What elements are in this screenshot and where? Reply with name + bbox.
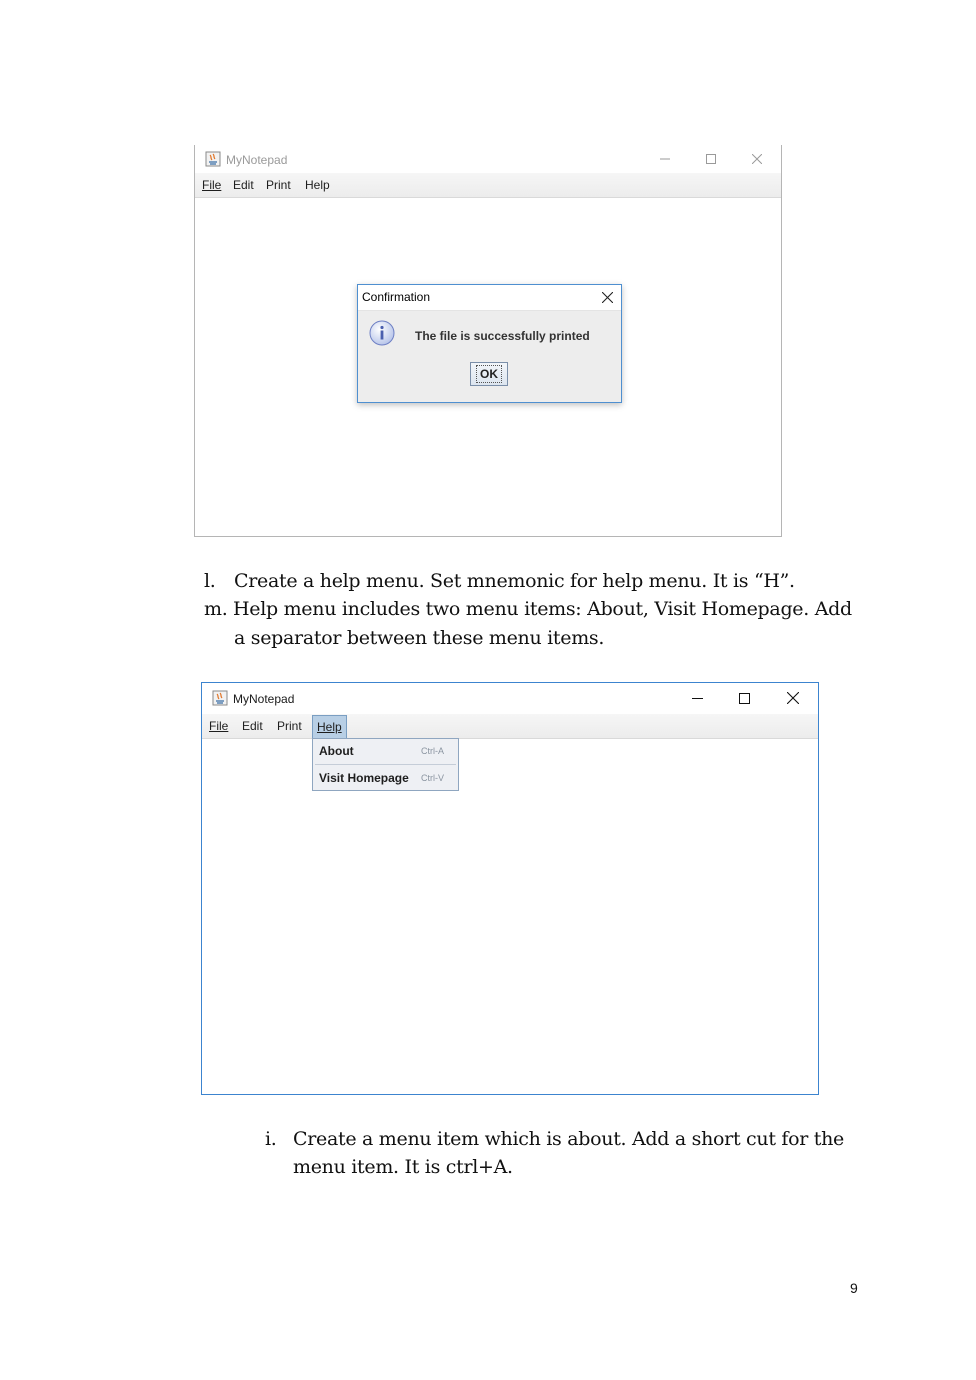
dialog-title-bar xyxy=(358,285,621,311)
close-icon xyxy=(602,292,613,303)
info-icon xyxy=(369,320,395,346)
menu-item-visit-homepage[interactable] xyxy=(313,766,458,790)
menu-bar xyxy=(195,173,781,198)
java-app-icon xyxy=(212,690,228,706)
menu-file[interactable]: File xyxy=(209,719,229,733)
menu-edit[interactable]: Edit xyxy=(242,719,263,733)
menu-item-label: Visit Homepage xyxy=(319,771,409,785)
close-button[interactable] xyxy=(734,145,780,173)
maximize-icon xyxy=(739,693,750,704)
instruction-i xyxy=(265,1125,277,1153)
window-title: MyNotepad xyxy=(226,153,288,167)
instruction-i-line1: Create a menu item which is about. Add a short cut for the xyxy=(293,1128,845,1150)
menu-print[interactable]: Print xyxy=(266,178,291,192)
instruction-m xyxy=(204,595,227,623)
menu-file[interactable]: File xyxy=(202,178,222,192)
minimize-button[interactable] xyxy=(674,684,720,712)
instruction-l-text: Create a help menu. Set mnemonic for help menu. It is “H”. xyxy=(234,570,795,592)
list-marker: l. xyxy=(204,570,216,592)
maximize-icon xyxy=(706,154,716,164)
page-number: 9 xyxy=(850,1280,858,1296)
java-app-icon xyxy=(205,151,221,167)
maximize-button[interactable] xyxy=(688,145,734,173)
instruction-l xyxy=(204,567,216,595)
minimize-icon xyxy=(692,693,703,704)
minimize-icon xyxy=(660,154,670,164)
help-dropdown-menu xyxy=(312,738,459,791)
dialog-message: The file is successfully printed xyxy=(415,329,590,343)
ok-button[interactable]: OK xyxy=(470,362,508,386)
notepad-window-printed xyxy=(194,145,782,537)
menu-separator xyxy=(315,764,456,765)
close-icon xyxy=(752,154,762,164)
notepad-window-help-menu xyxy=(201,682,819,1095)
dialog-title: Confirmation xyxy=(362,290,431,304)
instruction-i-line2: menu item. It is ctrl+A. xyxy=(293,1156,513,1178)
title-bar xyxy=(195,145,781,173)
dialog-close-button[interactable] xyxy=(599,289,615,305)
list-marker: i. xyxy=(265,1128,277,1150)
instruction-m-line1: Help menu includes two menu items: About, Visit Homepage. Add xyxy=(233,598,852,620)
maximize-button[interactable] xyxy=(721,684,767,712)
menu-help[interactable]: Help xyxy=(312,715,347,739)
instruction-m-line2: a separator between these menu items. xyxy=(234,627,605,649)
title-bar xyxy=(202,683,818,713)
menu-item-about[interactable] xyxy=(313,739,458,763)
list-marker: m. xyxy=(204,598,228,620)
menu-bar xyxy=(202,714,818,739)
close-icon xyxy=(787,692,799,704)
text-area[interactable] xyxy=(202,739,818,1094)
menu-edit[interactable]: Edit xyxy=(233,178,254,192)
menu-item-accelerator: Ctrl-A xyxy=(421,746,444,756)
close-button[interactable] xyxy=(770,684,816,712)
confirmation-dialog xyxy=(357,284,622,403)
menu-item-accelerator: Ctrl-V xyxy=(421,773,444,783)
window-title: MyNotepad xyxy=(233,692,295,706)
minimize-button[interactable] xyxy=(642,145,688,173)
menu-print[interactable]: Print xyxy=(277,719,302,733)
menu-help[interactable]: Help xyxy=(305,178,330,192)
menu-item-label: About xyxy=(319,744,354,758)
